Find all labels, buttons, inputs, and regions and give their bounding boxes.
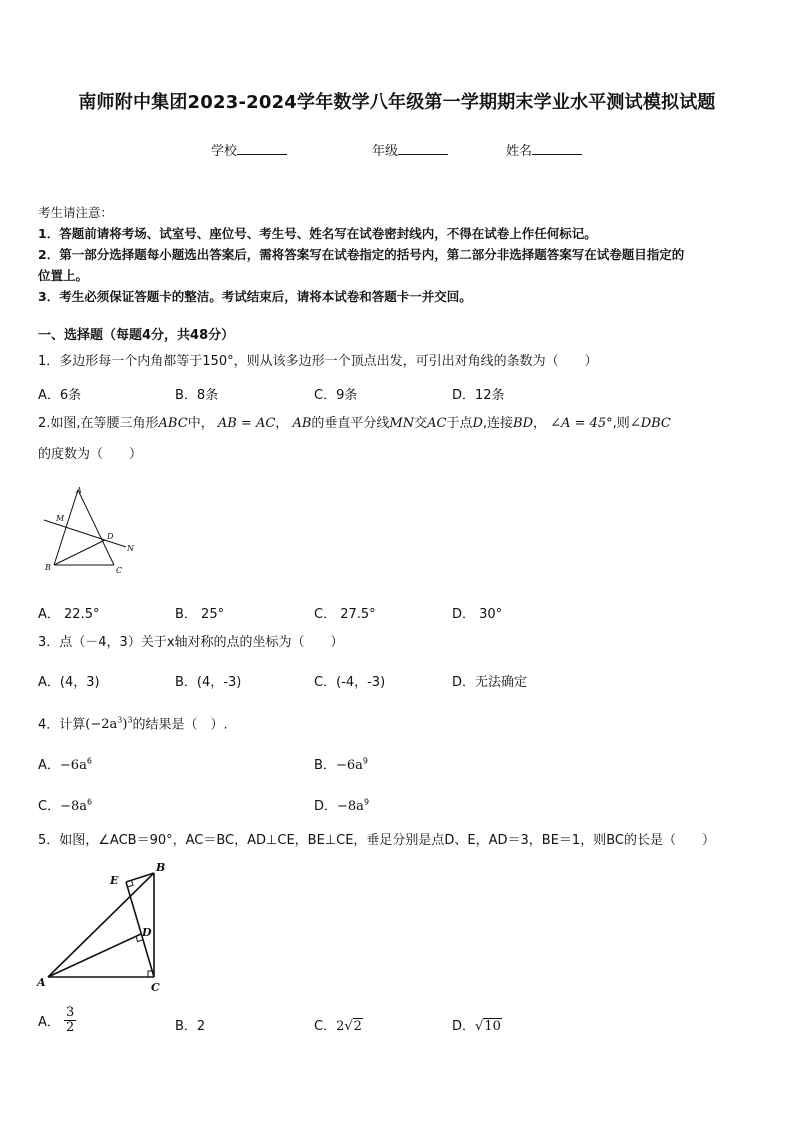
- q1-option-a: A．6条: [38, 388, 82, 403]
- q5-label-d: D: [142, 926, 152, 939]
- q5-option-d-label: D．: [452, 1019, 476, 1034]
- q5-triangle-figure: [34, 858, 174, 998]
- q2-label-n: N: [127, 544, 134, 553]
- q2-math-abc: ABC: [158, 416, 188, 431]
- q5-option-a-numerator: 3: [66, 1005, 75, 1020]
- notice-item-2-cont: 位置上。: [38, 268, 89, 283]
- q2-seg-bd: [54, 540, 105, 565]
- q4-option-a-exp: 6: [86, 756, 92, 766]
- q1-option-b: B．8条: [175, 388, 219, 403]
- q5-option-c-label: C．: [314, 1019, 337, 1034]
- q5-option-d-radicand: 10: [484, 1019, 501, 1034]
- q2-label-c: C: [116, 566, 123, 575]
- name-label: 姓名: [506, 144, 533, 159]
- q1-stem: 1．多边形每一个内角都等于150°，则从该多边形一个顶点出发，可引出对角线的条数为（ ）: [38, 354, 598, 369]
- q2-text-2: 中，: [187, 416, 214, 431]
- q4-option-b-exp: 9: [362, 756, 368, 766]
- q4-stem: [38, 711, 228, 735]
- q4-text-pre: 4．计算: [38, 717, 86, 733]
- q2-stem-line2: 的度数为（ ）: [38, 447, 143, 462]
- q5-option-a: [38, 1006, 76, 1035]
- q5-seg-ad: [48, 934, 141, 977]
- q5-option-d: [452, 1015, 502, 1034]
- q5-label-c: C: [151, 981, 160, 994]
- school-field: [211, 140, 287, 159]
- school-label: 学校: [211, 144, 238, 159]
- q4-option-c-exp: 6: [87, 797, 93, 807]
- q4-text-post: 的结果是（ ）.: [132, 717, 228, 733]
- q4-option-c-label: C．: [38, 799, 61, 814]
- q2-label-m: M: [56, 514, 65, 523]
- q3-stem: 3．点（－4，3）关于x轴对称的点的坐标为（ ）: [38, 635, 344, 650]
- q4-option-d-label: D．: [314, 799, 338, 814]
- section-heading: 一、选择题（每题4分，共48分）: [38, 328, 235, 343]
- notice-item-2: 2．第一部分选择题每小题选出答案后，需将答案写在试卷指定的括号内，第二部分非选择题答案写在试卷题目指定的: [38, 247, 685, 262]
- exam-title: 南师附中集团2023-2024学年数学八年级第一学期期末学业水平测试模拟试题: [78, 92, 716, 113]
- q2-text-8: ，: [533, 416, 547, 431]
- q5-option-c-sqrt: 2√2: [336, 1019, 362, 1034]
- q4-option-c-coef: −8a: [60, 799, 87, 814]
- q4-option-a-coef: −6a: [59, 758, 87, 773]
- q2-math-d: D: [472, 416, 483, 431]
- grade-blank: [398, 142, 448, 155]
- q4-expr-base: (−2a: [85, 717, 118, 733]
- q2-option-d: D． 30°: [452, 607, 503, 622]
- q2-math-ac: AC: [427, 416, 447, 431]
- q4-option-b: [314, 754, 368, 773]
- q2-option-c: C． 27.5°: [314, 607, 376, 622]
- q5-option-c: [314, 1015, 363, 1034]
- q4-option-c: [38, 795, 92, 814]
- q2-text-1: 如图,在等腰三角形: [50, 416, 159, 431]
- q4-option-d: [314, 795, 369, 814]
- q2-text-7: ,连接: [482, 416, 514, 431]
- q4-option-d-coef: −8a: [337, 799, 364, 814]
- q5-stem: 5．如图，∠ACB＝90°，AC＝BC，AD⊥CE，BE⊥CE，垂足分别是点D、E，AD＝3，BE＝1，则BC的长是（ ）: [38, 833, 715, 848]
- q5-option-b: B．2: [175, 1019, 206, 1034]
- q5-option-c-radicand: 2: [353, 1019, 362, 1034]
- q2-text-9: ,则: [612, 416, 630, 431]
- q1-option-d: D．12条: [452, 388, 505, 403]
- q3-option-b: B．(4，-3): [175, 675, 242, 690]
- grade-field: [372, 140, 448, 159]
- q2-math-mn: MN: [389, 416, 415, 431]
- q4-expr-outer-exp: 3: [127, 716, 133, 725]
- q2-option-a: A． 22.5°: [38, 607, 100, 622]
- q2-text-5: 交: [414, 416, 428, 431]
- notice-item-1: 1．答题前请将考场、试室号、座位号、考生号、姓名写在试卷密封线内，不得在试卷上作任何标记。: [38, 226, 597, 241]
- q2-math-ab-ac: AB = AC: [217, 416, 276, 431]
- notice-item-3: 3．考生必须保证答题卡的整洁。考试结束后，请将本试卷和答题卡一并交回。: [38, 289, 472, 304]
- q2-math-dbc: ∠DBC: [629, 416, 671, 431]
- grade-label: 年级: [372, 144, 399, 159]
- q3-option-c: C．(-4，-3): [314, 675, 386, 690]
- q4-option-a-label: A．: [38, 758, 60, 773]
- q3-option-d: D．无法确定: [452, 675, 528, 690]
- q5-option-a-label: A．: [38, 1015, 60, 1030]
- q2-label-d: D: [107, 532, 114, 541]
- school-blank: [237, 142, 287, 155]
- q5-label-e: E: [110, 874, 119, 887]
- q5-option-a-fraction: [64, 1006, 76, 1035]
- q2-number: 2.: [38, 416, 51, 431]
- q4-expr-close: ): [122, 717, 128, 733]
- q2-text-6: 于点: [446, 416, 473, 431]
- q2-triangle-figure: [36, 484, 136, 576]
- q2-seg-ac: [78, 490, 114, 565]
- notice-heading: 考生请注意：: [38, 205, 114, 220]
- name-blank: [532, 142, 582, 155]
- q5-option-d-sqrt: √10: [475, 1019, 501, 1034]
- q4-expr-inner-exp: 3: [117, 716, 123, 725]
- q2-text-3: ，: [275, 416, 289, 431]
- q4-option-b-label: B．: [314, 758, 336, 773]
- q3-option-a: A．(4，3): [38, 675, 100, 690]
- q1-option-c: C．9条: [314, 388, 358, 403]
- q5-label-a: A: [37, 976, 46, 989]
- q2-seg-mn: [44, 520, 126, 547]
- q4-option-a: [38, 754, 92, 773]
- q5-option-c-coef: 2: [336, 1019, 345, 1034]
- q5-option-a-denominator: 2: [66, 1020, 75, 1035]
- q2-math-bd: BD: [513, 416, 534, 431]
- q4-option-d-exp: 9: [363, 797, 370, 807]
- q4-option-b-coef: −6a: [335, 758, 363, 773]
- q2-label-b: B: [45, 563, 51, 572]
- q2-label-a: A: [76, 486, 82, 495]
- q2-option-b: B． 25°: [175, 607, 225, 622]
- q4-expression: [85, 717, 132, 732]
- q2-math-angle-a: ∠A = 45°: [550, 416, 613, 431]
- q2-text-4: 的垂直平分线: [311, 416, 390, 431]
- name-field: [506, 140, 582, 159]
- q5-label-b: B: [156, 861, 166, 874]
- q2-stem: [38, 414, 671, 434]
- q2-math-ab: AB: [292, 416, 312, 431]
